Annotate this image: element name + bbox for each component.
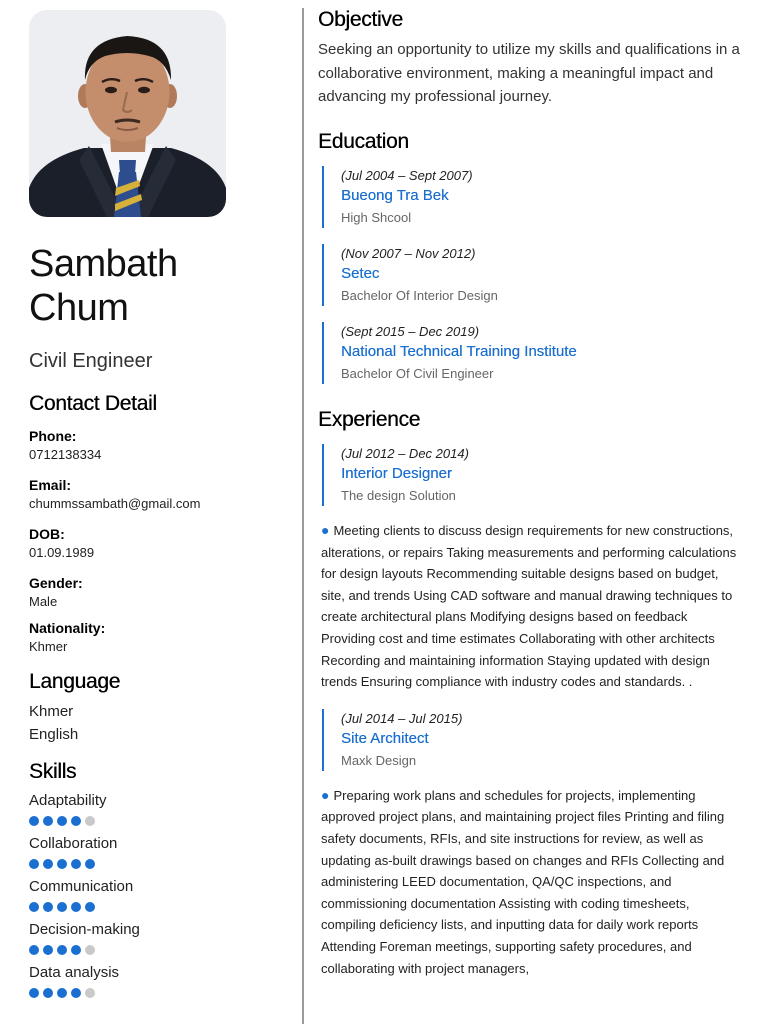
objective-section (318, 6, 748, 109)
education-entry (322, 244, 577, 306)
skill-item (29, 792, 229, 835)
entry-date: (Sept 2015 – Dec 2019) (341, 324, 480, 339)
first-name: Sambath (29, 243, 178, 285)
rating-dot-filled (29, 816, 39, 826)
entry-date: (Jul 2012 – Dec 2014) (341, 446, 469, 461)
skill-rating (29, 945, 229, 955)
bullet-icon: ● (321, 522, 330, 538)
rating-dot-filled (57, 859, 67, 869)
rating-dot-filled (57, 902, 67, 912)
language-item: English (29, 726, 79, 743)
education-section (318, 128, 577, 384)
experience-heading: Experience (318, 408, 421, 431)
phone-value: 0712138334 (29, 447, 102, 462)
skill-name: Adaptability (29, 792, 107, 809)
skill-rating (29, 816, 229, 826)
objective-heading: Objective (318, 8, 403, 31)
contact-list (29, 428, 289, 669)
school-name: National Technical Training Institute (341, 343, 577, 360)
language-item: Khmer (29, 703, 74, 720)
bullet-icon: ● (321, 786, 330, 803)
rating-dot-filled (29, 945, 39, 955)
skill-item (29, 921, 229, 964)
degree-name: Bachelor Of Interior Design (341, 288, 498, 303)
contact-email (29, 477, 289, 512)
rating-dot-filled (43, 945, 53, 955)
rating-dot-filled (71, 988, 81, 998)
description-text: Meeting clients to discuss design requirements for new constructions, alterations, or repairs Taking measurements and performing calculations for design layouts Recommending suitable designs based on budget, site, and trends Using CAD software and manual drawing techniques to create architectural plans Modifying designs based on feedback Providing cost and time estimates Collaborating with other architects Recording and maintaining information Staying updated with design trends Ensuring compliance with industry codes and standards. . (321, 523, 737, 690)
job-role: Interior Designer (341, 465, 452, 482)
profile-photo (29, 10, 226, 217)
experience-section (318, 406, 748, 979)
rating-dot-filled (57, 988, 67, 998)
rating-dot-filled (43, 859, 53, 869)
experience-entry (322, 444, 748, 506)
objective-text: Seeking an opportunity to utilize my skills and qualifications in a collaborative environment, making a meaningful impact and advancing my professional journey. (318, 41, 740, 105)
contact-label: Gender: (29, 575, 83, 591)
rating-dot-filled (29, 988, 39, 998)
rating-dot-empty (85, 988, 95, 998)
contact-gender (29, 575, 289, 610)
contact-label: Email: (29, 477, 72, 493)
skill-rating (29, 988, 229, 998)
school-name: Bueong Tra Bek (341, 187, 449, 204)
rating-dot-filled (43, 816, 53, 826)
education-entry (322, 166, 577, 228)
rating-dot-empty (85, 945, 95, 955)
rating-dot-filled (29, 902, 39, 912)
experience-description (321, 785, 743, 979)
rating-dot-empty (85, 816, 95, 826)
skill-item (29, 878, 229, 921)
degree-name: Bachelor Of Civil Engineer (341, 366, 494, 381)
rating-dot-filled (43, 988, 53, 998)
contact-nationality (29, 620, 289, 655)
rating-dot-filled (71, 945, 81, 955)
rating-dot-filled (71, 816, 81, 826)
skill-rating (29, 902, 229, 912)
job-role: Site Architect (341, 729, 429, 747)
description-text: Preparing work plans and schedules for projects, implementing approved project plans, and maintaining project files Printing and filing safety documents, RFIs, and site instructions for review, as well as updating as-built drawings based on changes and RFIs Collecting and administering LEED documentation, QA/QC inspections, and commissioning documentation Assisting with coding timesheets, compiling deficiency lists, and inputting data for daily work reports Attending Foreman meetings, supporting safety procedures, and collaborating with project managers, (321, 787, 725, 976)
entry-date: (Jul 2014 – Jul 2015) (341, 710, 463, 726)
rating-dot-filled (71, 859, 81, 869)
company-name: The design Solution (341, 488, 456, 503)
right-column (318, 6, 748, 976)
skill-name: Decision-making (29, 921, 140, 938)
person-portrait-icon (29, 10, 226, 217)
last-name: Chum (29, 287, 129, 329)
email-value: chummssambath@gmail.com (29, 496, 201, 511)
entry-date: (Nov 2007 – Nov 2012) (341, 246, 476, 261)
skill-rating (29, 859, 229, 869)
contact-heading: Contact Detail (29, 392, 157, 415)
rating-dot-filled (29, 859, 39, 869)
rating-dot-filled (57, 945, 67, 955)
column-divider (302, 8, 304, 1024)
contact-dob (29, 526, 289, 561)
education-heading: Education (318, 130, 409, 153)
rating-dot-filled (85, 902, 95, 912)
language-heading: Language (29, 670, 121, 693)
company-name: Maxk Design (341, 752, 417, 768)
dob-value: 01.09.1989 (29, 545, 95, 560)
candidate-name (29, 242, 289, 330)
contact-label: Nationality: (29, 620, 106, 636)
job-title: Civil Engineer (29, 350, 153, 372)
contact-label: Phone: (29, 428, 77, 444)
skill-name: Collaboration (29, 835, 118, 852)
rating-dot-filled (43, 902, 53, 912)
skill-name: Communication (29, 878, 134, 895)
skill-name: Data analysis (29, 964, 120, 981)
rating-dot-filled (85, 859, 95, 869)
education-entry (322, 322, 577, 384)
skills-list (29, 792, 229, 1007)
rating-dot-filled (71, 902, 81, 912)
gender-value: Male (29, 594, 58, 609)
skills-heading: Skills (29, 760, 77, 783)
degree-name: High Shcool (341, 210, 412, 225)
skill-item (29, 964, 229, 1007)
nationality-value: Khmer (29, 639, 68, 654)
skill-item (29, 835, 229, 878)
rating-dot-filled (57, 816, 67, 826)
language-list (29, 700, 78, 746)
experience-entry (322, 709, 748, 771)
contact-label: DOB: (29, 526, 65, 542)
contact-phone (29, 428, 289, 463)
entry-date: (Jul 2004 – Sept 2007) (341, 168, 473, 183)
school-name: Setec (341, 265, 380, 282)
left-column (29, 10, 289, 981)
experience-description (321, 520, 743, 693)
